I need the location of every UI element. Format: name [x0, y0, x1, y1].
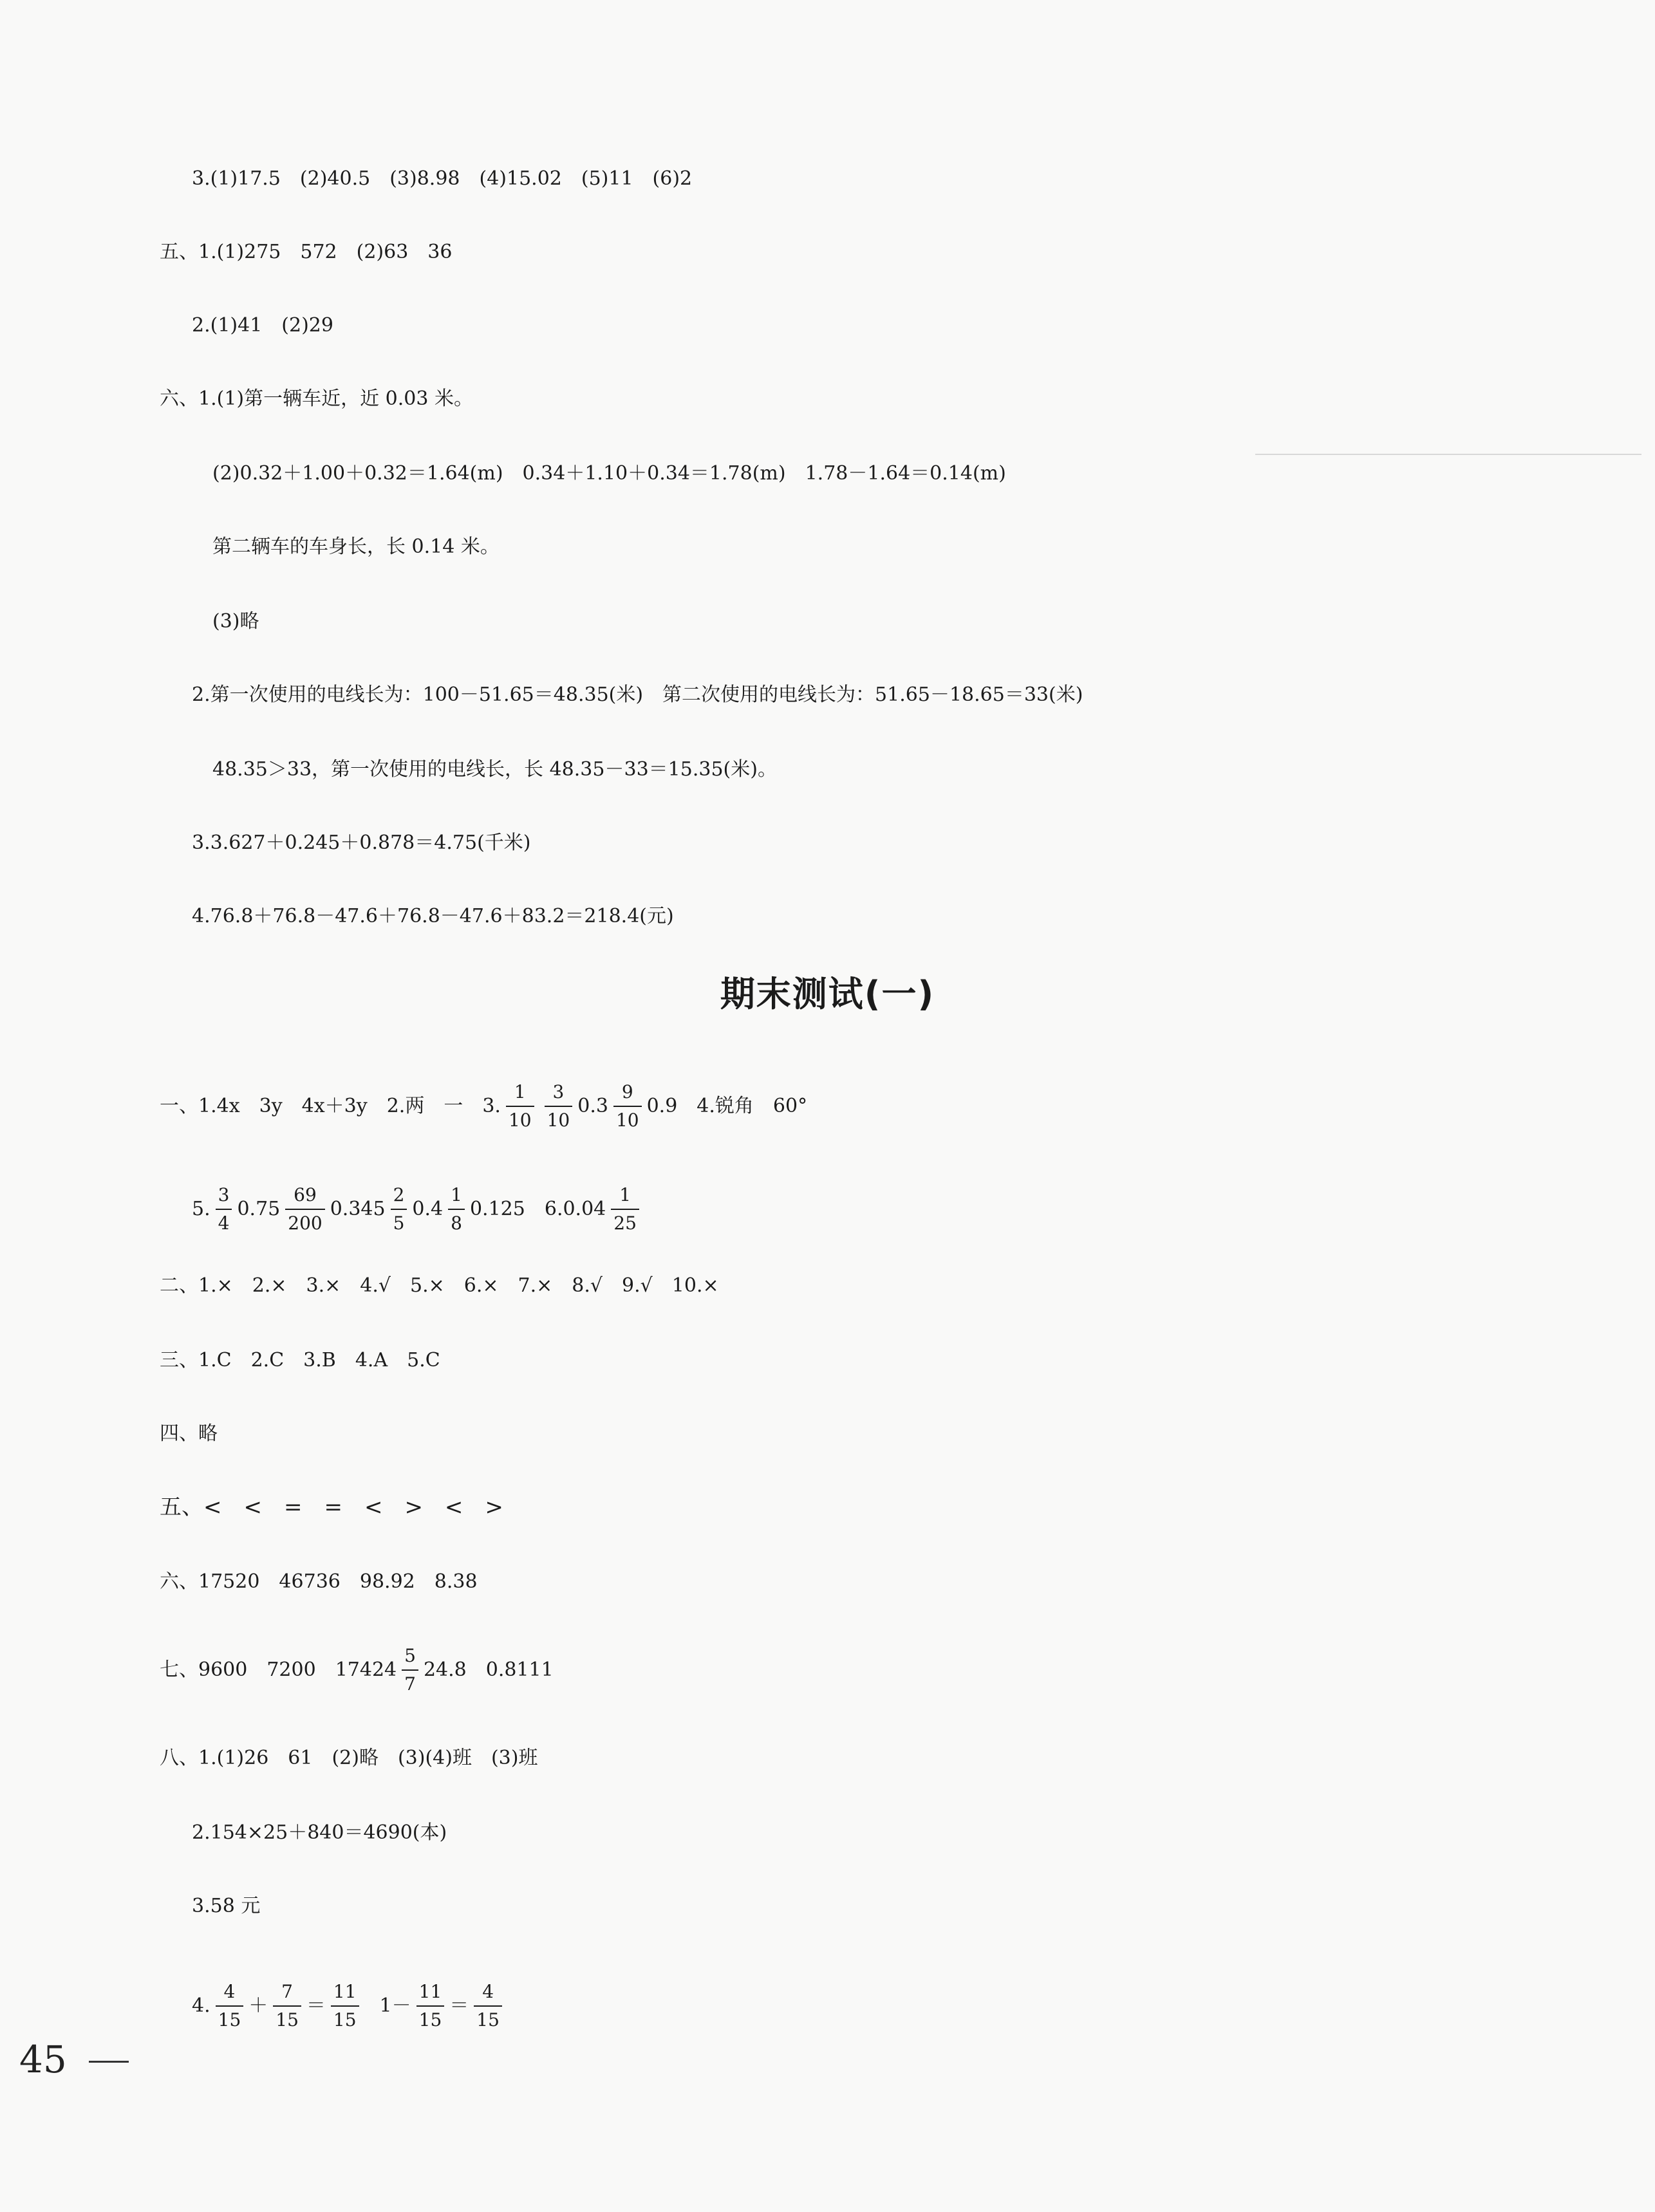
answer-text: 二、1.× 2.× 3.× 4.√ 5.× 6.× 7.× 8.√ 9.√ 10.×: [160, 1274, 719, 1297]
answer-line: [160, 1745, 538, 1771]
fraction-denominator: 15: [273, 2005, 301, 2031]
fraction-denominator: 8: [448, 1209, 465, 1234]
answer-text: 48.35＞33，第一次使用的电线长，长 48.35－33＝15.35(米)。: [212, 758, 777, 781]
fraction-numerator: 3: [218, 1184, 230, 1205]
answer-text: (3)略: [212, 610, 259, 633]
answer-line: [160, 1645, 554, 1695]
answer-line: [192, 166, 692, 192]
answer-text: 3.(1)17.5 (2)40.5 (3)8.98 (4)15.02 (5)11 (6)2: [192, 167, 693, 190]
page-number-dash: [89, 2061, 129, 2063]
answer-text: 六、1.(1)第一辆车近，近 0.03 米。: [160, 387, 473, 410]
operator: ＝: [306, 1994, 326, 2017]
answer-text: 0.345: [330, 1198, 386, 1220]
answer-line: [212, 461, 1006, 487]
fraction: [545, 1081, 573, 1131]
answer-text: 3.3.627＋0.245＋0.878＝4.75(千米): [192, 832, 531, 854]
fraction: [506, 1081, 534, 1131]
fraction-denominator: 10: [545, 1106, 573, 1131]
fraction-numerator: 1: [619, 1184, 631, 1205]
answer-line: [192, 682, 1083, 708]
fraction-denominator: 10: [613, 1106, 642, 1131]
answer-line: [212, 534, 500, 560]
answer-line: [192, 904, 674, 929]
answer-text: 六、17520 46736 98.92 8.38: [160, 1570, 478, 1593]
fraction-denominator: 15: [416, 2005, 445, 2031]
answer-text: 2.(1)41 (2)29: [192, 314, 333, 337]
fraction-numerator: 9: [621, 1081, 633, 1102]
fraction: [216, 1981, 244, 2031]
fraction-denominator: 15: [216, 2005, 244, 2031]
answer-text: 0.9 4.锐角 60°: [646, 1095, 808, 1117]
fraction: [448, 1184, 465, 1234]
fraction-denominator: 4: [216, 1209, 232, 1234]
fraction-denominator: 25: [611, 1209, 639, 1234]
answer-text: (2)0.32＋1.00＋0.32＝1.64(m) 0.34＋1.10＋0.34＝1.78(m) 1.78－1.64＝0.14(m): [212, 462, 1006, 485]
fraction-denominator: 200: [285, 1209, 324, 1234]
fraction: [216, 1184, 232, 1234]
answer-text: 2.154×25＋840＝4690(本): [192, 1821, 447, 1844]
answer-text: 4.: [192, 1994, 210, 2017]
answer-line: [160, 1569, 478, 1595]
answer-line: [192, 830, 530, 856]
fraction: [285, 1184, 324, 1234]
fraction-numerator: 1: [451, 1184, 462, 1205]
scan-mark: [1255, 454, 1641, 455]
answer-text: 五、1.(1)275 572 (2)63 36: [160, 241, 453, 263]
fraction-numerator: 5: [404, 1645, 416, 1666]
fraction-numerator: 4: [482, 1981, 494, 2002]
fraction: [391, 1184, 407, 1234]
fraction-numerator: 3: [552, 1081, 565, 1102]
answer-line: [192, 1184, 644, 1234]
answer-text: 七、9600 7200 17424: [160, 1659, 397, 1681]
answer-line: [160, 1421, 218, 1447]
answer-text: 4.76.8＋76.8－47.6＋76.8－47.6＋83.2＝218.4(元): [192, 905, 674, 927]
answer-text: 八、1.(1)26 61 (2)略 (3)(4)班 (3)班: [160, 1747, 538, 1769]
answer-text: 1－: [379, 1994, 411, 2017]
answer-line: [192, 1893, 260, 1919]
answer-text: 五、< < = = < > < >: [160, 1494, 503, 1520]
answer-line: [192, 313, 333, 339]
answer-text: 2.第一次使用的电线长为：100－51.65＝48.35(米) 第二次使用的电线长为：51.65－18.65＝33(米): [192, 683, 1083, 706]
answer-line: [192, 1981, 507, 2031]
answer-line: [212, 757, 777, 783]
answer-line: [160, 1081, 807, 1131]
fraction-numerator: 11: [418, 1981, 442, 2002]
answer-text: 0.75: [237, 1198, 281, 1220]
answer-line: [160, 239, 452, 265]
fraction-denominator: 7: [402, 1669, 418, 1695]
answer-text: 5.: [192, 1198, 210, 1220]
fraction-denominator: 10: [506, 1106, 534, 1131]
answer-line: [212, 609, 259, 635]
operator: ＝: [449, 1994, 469, 2017]
answer-text: 3.58 元: [192, 1895, 261, 1917]
fraction-numerator: 7: [281, 1981, 293, 2002]
fraction: [416, 1981, 445, 2031]
fraction-numerator: 11: [333, 1981, 357, 2002]
fraction-denominator: 15: [331, 2005, 359, 2031]
fraction: [402, 1645, 418, 1695]
page-number: 45: [19, 2038, 67, 2081]
fraction: [273, 1981, 301, 2031]
fraction-denominator: 5: [391, 1209, 407, 1234]
answer-line: [160, 386, 473, 412]
answer-text: 四、略: [160, 1422, 218, 1445]
fraction-denominator: 15: [474, 2005, 502, 2031]
answer-line: [160, 1494, 503, 1520]
answer-line: [192, 1820, 447, 1846]
answer-text: 第二辆车的车身长，长 0.14 米。: [212, 535, 500, 558]
answer-text: 24.8 0.8111: [423, 1659, 554, 1681]
answer-text: 0.125 6.0.04: [469, 1198, 606, 1220]
answer-text: 三、1.C 2.C 3.B 4.A 5.C: [160, 1349, 440, 1371]
fraction-numerator: 1: [514, 1081, 526, 1102]
answer-text: 0.3: [577, 1095, 608, 1117]
answer-text: 一、1.4x 3y 4x＋3y 2.两 一 3.: [160, 1095, 501, 1117]
fraction-numerator: 69: [294, 1184, 317, 1205]
fraction: [474, 1981, 502, 2031]
fraction: [611, 1184, 639, 1234]
answer-text: 0.4: [412, 1198, 444, 1220]
fraction: [613, 1081, 642, 1131]
section-title: 期末测试(一): [720, 974, 935, 1014]
operator: ＋: [248, 1994, 268, 2017]
answer-line: [160, 1348, 440, 1373]
fraction: [331, 1981, 359, 2031]
fraction-numerator: 4: [223, 1981, 236, 2002]
fraction-numerator: 2: [393, 1184, 405, 1205]
answer-line: [160, 1273, 719, 1299]
